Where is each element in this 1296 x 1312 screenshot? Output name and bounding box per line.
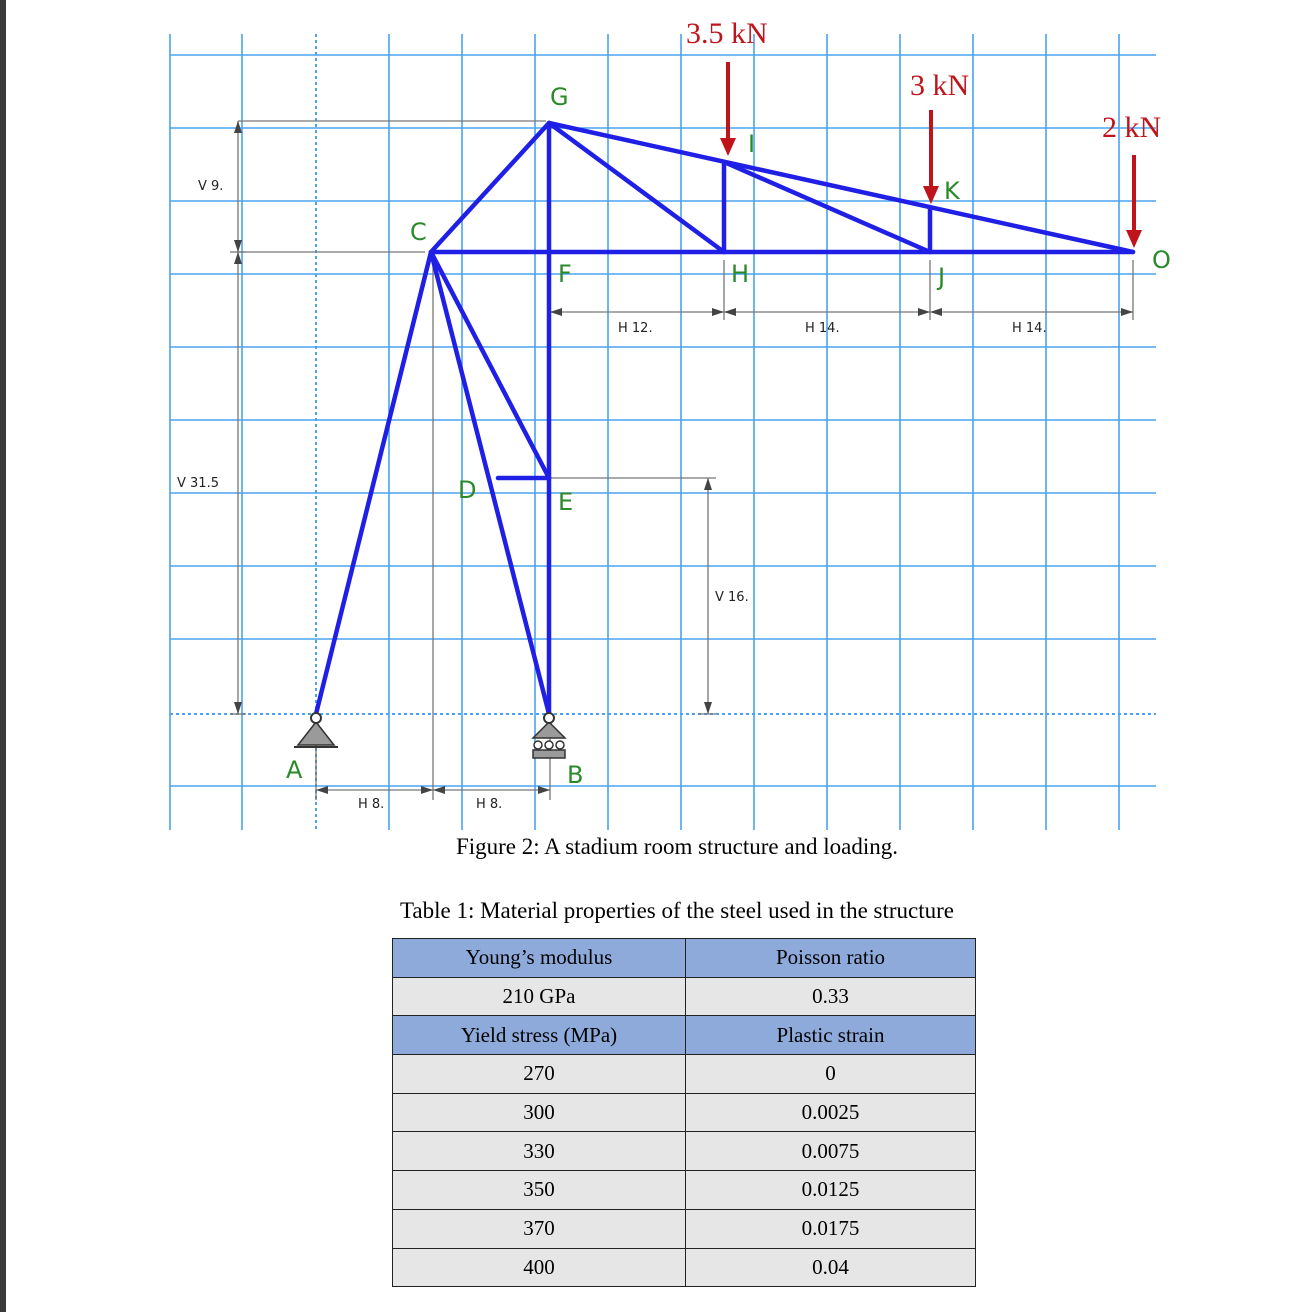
table-cell: 400 [393, 1248, 686, 1287]
material-properties-table [392, 938, 976, 1287]
table-row [393, 977, 976, 1016]
dim-label-h12: H 12. [618, 321, 653, 336]
node-label-J: J [938, 263, 946, 291]
table-cell: 0 [686, 1055, 976, 1094]
node-label-O: O [1152, 246, 1171, 274]
table-header-row [393, 1016, 976, 1055]
node-label-C: C [410, 218, 427, 246]
table-row [393, 1132, 976, 1171]
node-label-K: K [944, 177, 960, 205]
table-cell: 0.33 [686, 977, 976, 1016]
member-C-E [431, 252, 549, 478]
table-cell: 0.0125 [686, 1171, 976, 1210]
node-label-E: E [558, 488, 574, 516]
table-header-cell: Yield stress (MPa) [393, 1016, 686, 1055]
load-label-3-5kN: 3.5 kN [686, 17, 768, 50]
member-C-B [431, 252, 549, 714]
table-cell: 270 [393, 1055, 686, 1094]
node-label-G: G [550, 83, 569, 111]
table-cell: 330 [393, 1132, 686, 1171]
table-cell: 0.0075 [686, 1132, 976, 1171]
table-row [393, 1248, 976, 1287]
dim-label-h14-a: H 14. [805, 321, 840, 336]
table-cell: 0.0175 [686, 1209, 976, 1248]
table-cell: 0.0025 [686, 1093, 976, 1132]
member-A-C [316, 252, 431, 714]
table-row [393, 1093, 976, 1132]
roller-support-B [533, 713, 565, 758]
load-label-2kN: 2 kN [1102, 111, 1162, 144]
table-cell: 300 [393, 1093, 686, 1132]
dim-label-h8-a: H 8. [358, 797, 385, 812]
node-label-H: H [731, 260, 750, 288]
node-label-B: B [567, 761, 584, 789]
dim-label-h8-b: H 8. [476, 797, 503, 812]
table-header-cell: Poisson ratio [686, 939, 976, 978]
dim-label-h14-b: H 14. [1012, 321, 1047, 336]
table-cell: 0.04 [686, 1248, 976, 1287]
table-cell: 210 GPa [393, 977, 686, 1016]
table-header-row [393, 939, 976, 978]
node-label-D: D [458, 476, 477, 504]
table-header-cell: Plastic strain [686, 1016, 976, 1055]
dim-label-v31-5: V 31.5 [177, 476, 219, 491]
node-label-F: F [558, 260, 572, 288]
load-label-3kN: 3 kN [910, 69, 970, 102]
table-caption: Table 1: Material properties of the steel used in the structure [399, 898, 955, 923]
table-row [393, 1171, 976, 1210]
table-row [393, 1209, 976, 1248]
figure-caption: Figure 2: A stadium room structure and loading. [455, 834, 899, 859]
member-C-G [431, 123, 549, 252]
table-cell: 370 [393, 1209, 686, 1248]
dim-label-v16: V 16. [715, 590, 749, 605]
table-cell: 350 [393, 1171, 686, 1210]
pin-support-A [294, 713, 338, 747]
dim-label-v9: V 9. [198, 179, 224, 194]
table-row [393, 1055, 976, 1094]
node-label-I: I [748, 130, 756, 158]
table-header-cell: Young’s modulus [393, 939, 686, 978]
truss-members [316, 123, 1133, 714]
node-label-A: A [286, 756, 303, 784]
